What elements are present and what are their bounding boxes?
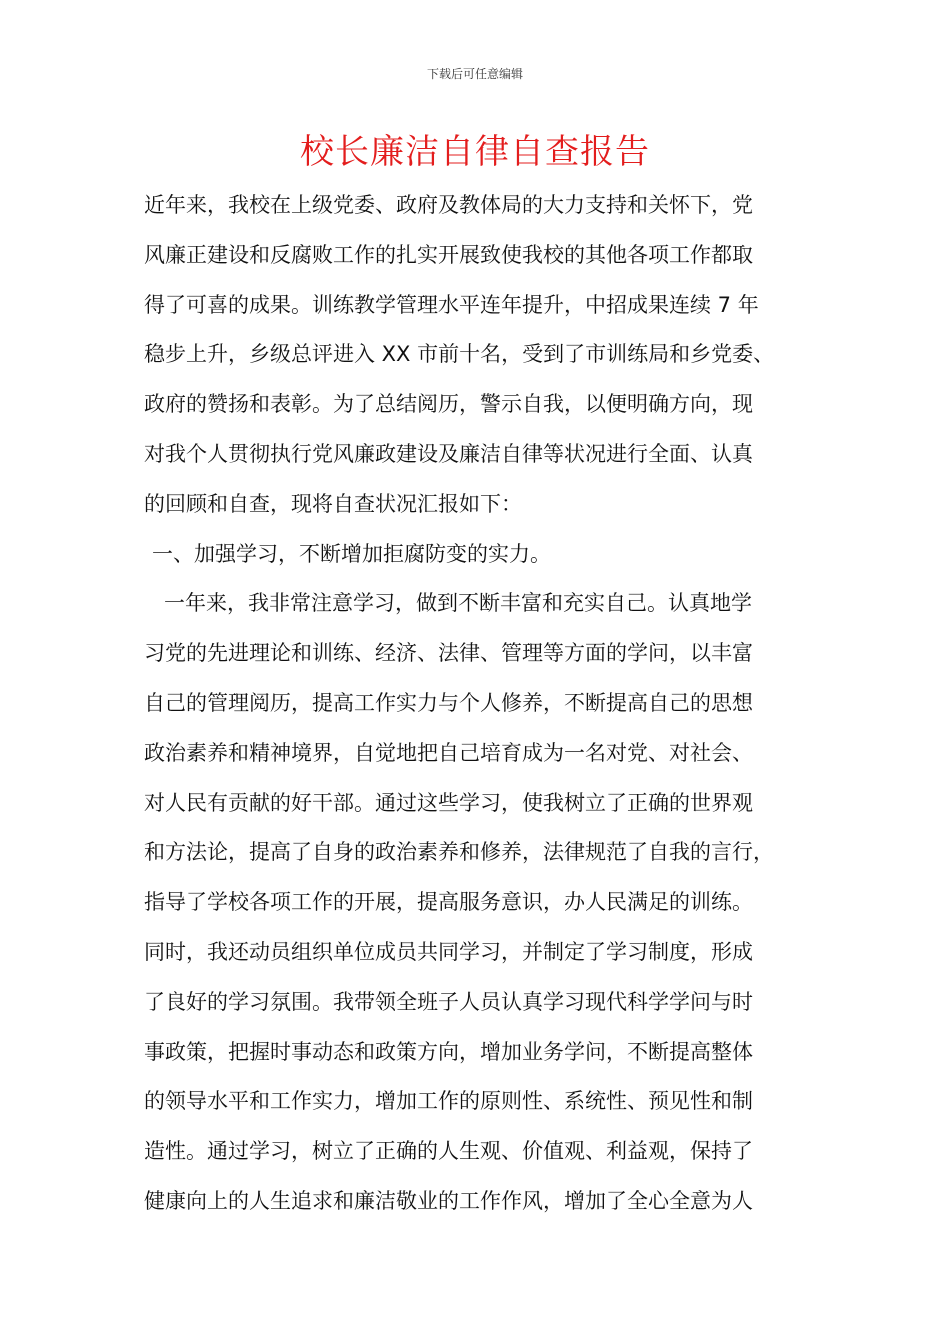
- body-line: 得了可喜的成果。训练教学管理水平连年提升，中招成果连续 7 年: [144, 292, 759, 317]
- body-line: 风廉正建设和反腐败工作的扎实开展致使我校的其他各项工作都取: [144, 242, 753, 267]
- body-line: 的回顾和自查，现将自查状况汇报如下：: [144, 491, 522, 516]
- body-line: 事政策，把握时事动态和政策方向，增加业务学问，不断提高整体: [144, 1039, 753, 1064]
- body-line: 的领导水平和工作实力，增加工作的原则性、系统性、预见性和制: [144, 1089, 753, 1114]
- body-line: 自己的管理阅历，提高工作实力与个人修养，不断提高自己的思想: [144, 690, 753, 715]
- body-line: 指导了学校各项工作的开展，提高服务意识，办人民满足的训练。: [144, 890, 753, 915]
- body-line: 对我个人贯彻执行党风廉政建设及廉洁自律等状况进行全面、认真: [144, 441, 753, 466]
- body-line: 和方法论，提高了自身的政治素养和修养，法律规范了自我的言行，: [144, 840, 774, 865]
- body-line: 政府的赞扬和表彰。为了总结阅历，警示自我，以便明确方向，现: [144, 392, 753, 417]
- body-line: 健康向上的人生追求和廉洁敬业的工作作风，增加了全心全意为人: [144, 1188, 753, 1213]
- header-note: 下载后可任意编辑: [426, 67, 523, 81]
- body-line: 近年来，我校在上级党委、政府及教体局的大力支持和关怀下，党: [144, 193, 753, 217]
- body-line: 稳步上升，乡级总评进入 XX 市前十名，受到了市训练局和乡党委、: [144, 342, 775, 367]
- document-body: [144, 181, 834, 1227]
- section-heading: 一、加强学习，不断增加拒腐防变的实力。: [152, 541, 551, 566]
- body-line: 对人民有贡献的好干部。通过这些学习，使我树立了正确的世界观: [144, 790, 753, 815]
- body-line: 政治素养和精神境界，自觉地把自己培育成为一名对党、对社会、: [144, 740, 753, 765]
- body-line: 一年来，我非常注意学习，做到不断丰富和充实自己。认真地学: [164, 591, 752, 616]
- document-title: 校长廉洁自律自查报告: [300, 132, 650, 172]
- body-line: 习党的先进理论和训练、经济、法律、管理等方面的学问，以丰富: [144, 641, 753, 666]
- body-line: 造性。通过学习，树立了正确的人生观、价值观、利益观，保持了: [144, 1139, 753, 1164]
- body-line: 了良好的学习氛围。我带领全班子人员认真学习现代科学学问与时: [144, 989, 753, 1014]
- body-line: 同时，我还动员组织单位成员共同学习，并制定了学习制度，形成: [144, 939, 753, 964]
